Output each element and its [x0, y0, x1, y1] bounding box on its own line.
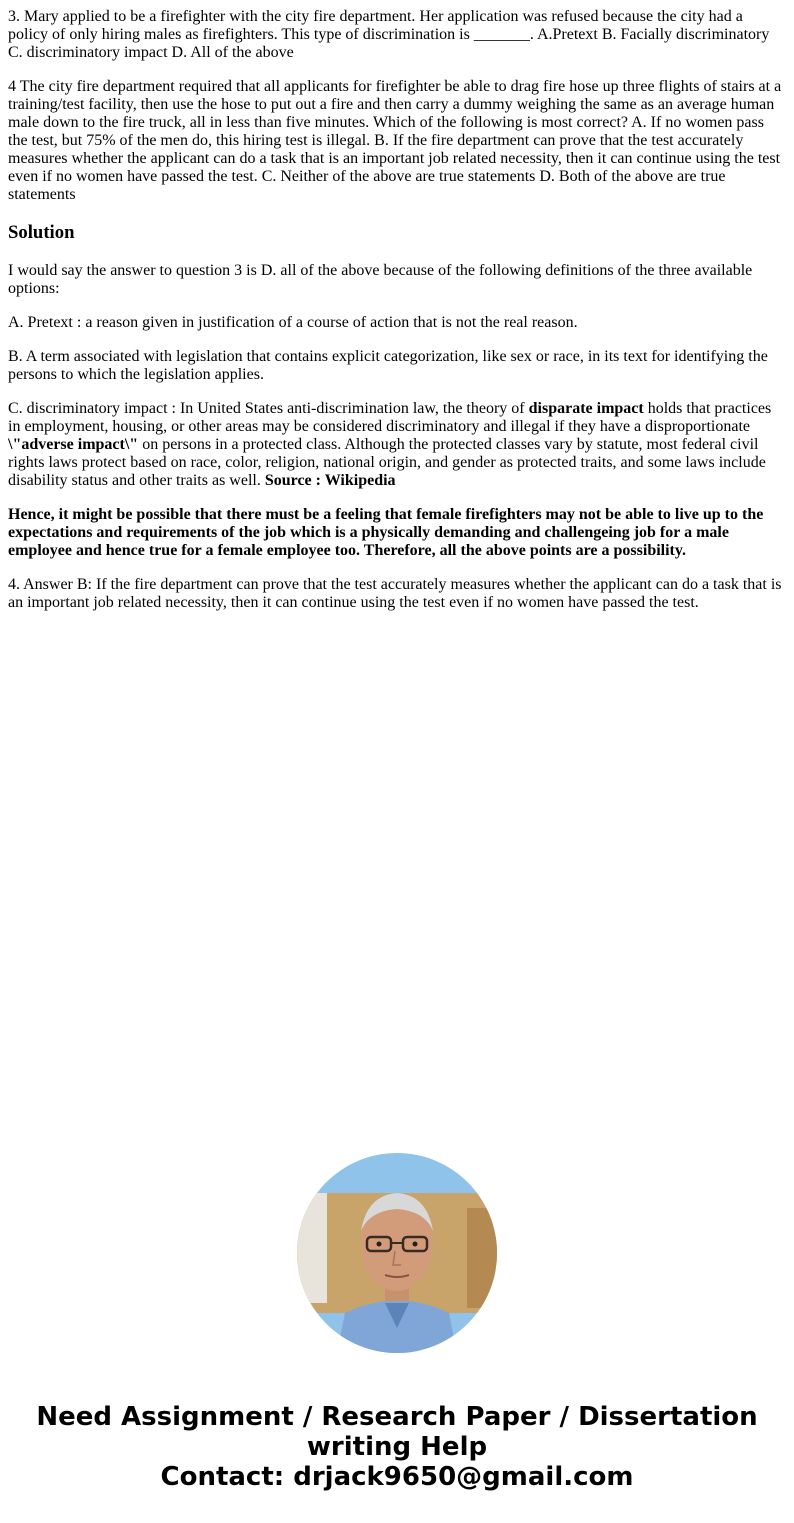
- source-citation: Source : Wikipedia: [264, 472, 396, 489]
- solution-intro: I would say the answer to question 3 is D. all of the above because of the following definitions of the three available options:: [8, 262, 753, 297]
- definition-c-text-1: C. discriminatory impact : In United States anti-discrimination law, the theory of: [8, 400, 529, 417]
- footer-line-1: Need Assignment / Research Paper / Dissertation: [36, 1402, 758, 1432]
- question-4: 4 The city fire department required that all applicants for firefighter be able to drag fire hose up three flights of stairs at a training/test facility, then use the hose to put out a fire and then carry a dummy weighing the same as an average human male down to the fire truck, all in less than five minutes. Which of the following is most correct? A. If no women pass the test, but 75% of the men do, this hiring test is illegal. B. If the fire department can prove that the test accurately measures whether the applicant can do a task that is an important job related necessity, then it can continue using the test even if no women have passed the test. C. Neither of the above are true statements D. Both of the above are true statements: [8, 78, 782, 203]
- definition-c-text-2: holds that practices in employment, housing, or other areas may be considered discriminatory and illegal if they have a disproportionate: [8, 400, 772, 435]
- definition-b: B. A term associated with legislation that contains explicit categorization, like sex or race, in its text for identifying the persons to which the legislation applies.: [8, 348, 768, 383]
- author-portrait-image: [297, 1153, 497, 1353]
- definition-c: [8, 400, 784, 490]
- footer-contact: Contact: drjack9650@gmail.com: [160, 1462, 634, 1492]
- definition-a: A. Pretext : a reason given in justification of a course of action that is not the real reason.: [8, 314, 578, 331]
- disparate-impact-term: disparate impact: [528, 400, 644, 417]
- definition-c-text-3: on persons in a protected class. Although the protected classes vary by statute, most federal civil rights laws protect based on race, color, religion, national origin, and gender as protected traits, and some laws include disability status and other traits as well.: [8, 436, 766, 489]
- footer-line-2: writing Help: [306, 1432, 488, 1462]
- document-body: [8, 8, 784, 628]
- footer-banner: [0, 1402, 794, 1492]
- author-avatar: [297, 1153, 497, 1353]
- solution-heading: Solution: [8, 222, 75, 243]
- answer-4: 4. Answer B: If the fire department can prove that the test accurately measures whether the applicant can do a task that is an important job related necessity, then it can continue using the test even if no women have passed the test.: [8, 576, 782, 611]
- question-3: 3. Mary applied to be a firefighter with the city fire department. Her application was refused because the city had a policy of only hiring males as firefighters. This type of discrimination is _______. A.Pretext B. Facially discriminatory C. discriminatory impact D. All of the above: [8, 8, 770, 61]
- adverse-impact-term: \"adverse impact\": [8, 436, 139, 453]
- conclusion-text: Hence, it might be possible that there must be a feeling that female firefighters may not be able to live up to the expectations and requirements of the job which is a physically demanding and challengeing job for a male employee and hence true for a female employee too. Therefore, all the above points are a possibility.: [8, 506, 764, 559]
- conclusion: [8, 506, 784, 560]
